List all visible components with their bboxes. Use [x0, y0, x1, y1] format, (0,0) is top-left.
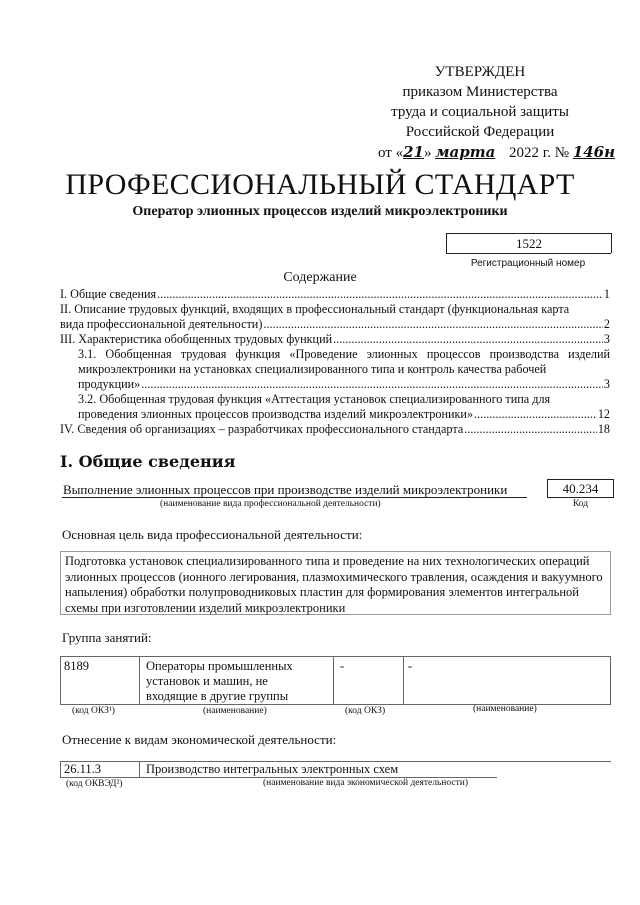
toc-item-page: 18: [597, 422, 610, 436]
approval-block: [360, 62, 616, 163]
caption-okz-code: (код ОКЗ¹): [72, 706, 115, 716]
caption-okved-code: (код ОКВЭД²): [66, 779, 123, 789]
toc-item-page: 3: [603, 332, 610, 346]
goal-text-box: Подготовка установок специализированного типа и проведение на них технологических операций элионных процессов (ионного легирования, плазмохимического травления, осаждения и вакуумного напыления) обработки полупроводниковых пластин для формирования элементов интегральной схемы при изготовлении изделий микроэлектроники: [60, 551, 611, 615]
registration-number: 1522: [446, 233, 612, 253]
okz-code-1: 8189: [64, 659, 89, 673]
okz-name-1-line-1: Операторы промышленных: [146, 659, 293, 673]
date-prefix: от «: [378, 145, 404, 161]
toc-leader: [141, 377, 603, 392]
toc-item[interactable]: [60, 287, 610, 302]
table-border: [139, 761, 140, 777]
document-subtitle: Оператор элионных процессов изделий микроэлектроники: [132, 204, 508, 219]
toc-item-text-cont: продукции»: [78, 377, 141, 391]
registration-divider: [446, 253, 611, 254]
caption-okz-code-2: (код ОКЗ): [345, 706, 386, 716]
activity-code-caption: Код: [572, 499, 589, 509]
section-heading: I. Общие сведения: [60, 452, 236, 471]
toc-item[interactable]: [60, 422, 610, 437]
okved-name: Производство интегральных электронных схем: [146, 762, 399, 776]
toc-item-text-cont: вида профессиональной деятельности): [60, 317, 263, 331]
toc-item-text: 3.2. Обобщенная трудовая функция «Аттестация установок специализированного типа для: [78, 392, 551, 406]
toc-item-text: III. Характеристика обобщенных трудовых функций: [60, 332, 333, 346]
toc-heading: Содержание: [283, 270, 357, 285]
toc-item-text: 3.1. Обобщенная трудовая функция «Проведение элионных процессов производства изделий микроэлектроники на установках специализированного типа и контроль качества рабочей: [78, 347, 610, 376]
toc-item-text: IV. Сведения об организациях – разработчиках профессионального стандарта: [60, 422, 464, 436]
approval-date-line: [360, 142, 616, 163]
okved-code: 26.11.3: [64, 762, 102, 776]
table-of-contents: [60, 287, 610, 437]
approval-line-2: приказом Министерства: [402, 84, 558, 100]
toc-item[interactable]: [60, 332, 610, 347]
table-border: [139, 656, 140, 704]
toc-item-text-cont: проведения элионных процессов производства изделий микроэлектроники»: [78, 407, 474, 421]
table-border: [403, 656, 404, 704]
activity-code-underline: [547, 497, 614, 498]
toc-item-page: 1: [603, 287, 610, 301]
okz-name-1-line-2: установок и машин, не: [146, 674, 268, 688]
approval-line-4: Российской Федерации: [405, 124, 555, 140]
toc-item[interactable]: [60, 302, 610, 332]
activity-kind-caption: (наименование вида профессиональной деятельности): [160, 499, 381, 509]
date-quote: »: [423, 145, 436, 161]
toc-leader: [157, 287, 603, 302]
okved-label: Отнесение к видам экономической деятельности:: [62, 732, 337, 747]
toc-item[interactable]: [60, 347, 610, 392]
handwritten-day: 21: [403, 143, 424, 161]
goal-label: Основная цель вида профессиональной деятельности:: [62, 527, 363, 542]
document-title: ПРОФЕССИОНАЛЬНЫЙ СТАНДАРТ: [65, 168, 575, 201]
caption-name-2: (наименование): [473, 704, 537, 714]
toc-leader: [464, 422, 597, 437]
toc-item[interactable]: [60, 392, 610, 422]
caption-name: (наименование): [203, 706, 267, 716]
activity-code-box: 40.234: [547, 479, 614, 497]
registration-label: Регистрационный номер: [470, 258, 586, 269]
table-border: [333, 656, 334, 704]
okz-code-2: -: [340, 659, 345, 673]
toc-item-text: I. Общие сведения: [60, 287, 157, 301]
table-top-border: [60, 656, 611, 657]
activity-kind-value: Выполнение элионных процессов при производстве изделий микроэлектроники: [63, 482, 508, 497]
toc-leader: [263, 317, 603, 332]
toc-leader: [333, 332, 603, 347]
approval-line-3: труда и социальной защиты: [391, 104, 569, 120]
handwritten-month: марта: [435, 143, 496, 161]
okz-name-2: -: [408, 659, 413, 673]
table-border: [60, 656, 61, 704]
toc-item-page: 3: [603, 377, 610, 391]
date-year: 2022 г. №: [505, 145, 573, 161]
toc-leader: [474, 407, 597, 422]
approval-title: УТВЕРЖДЕН: [434, 64, 526, 80]
occupation-group-label: Группа занятий:: [62, 630, 152, 645]
table-border: [610, 656, 611, 704]
okz-name-1-line-3: входящие в другие группы: [146, 689, 289, 703]
toc-item-text: II. Описание трудовых функций, входящих в профессиональный стандарт (функциональная карта: [60, 302, 570, 316]
caption-okved-name: (наименование вида экономической деятельности): [263, 778, 468, 788]
toc-item-page: 12: [597, 407, 610, 421]
table-border: [60, 761, 61, 777]
toc-item-page: 2: [603, 317, 610, 331]
handwritten-number: 146н: [572, 143, 616, 161]
activity-kind-underline: [62, 497, 527, 498]
